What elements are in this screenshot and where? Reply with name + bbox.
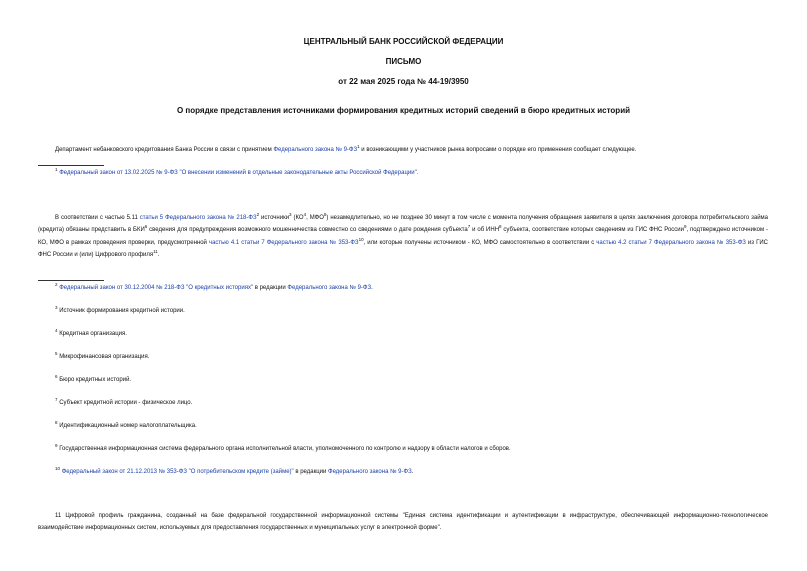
- footnote-7: $^7$ Субъект кредитной истории - физическое лицо.: [55, 397, 193, 406]
- footnote-6: $^6$ Бюро кредитных историй.: [55, 374, 132, 383]
- footnote-separator: [38, 165, 104, 166]
- document-type: ПИСЬМО: [385, 57, 422, 66]
- footnote-separator-2: [38, 280, 104, 281]
- intro-paragraph: Департамент небанковского кредитования Банка России в связи с принятием Федерального закона № $9-ФЗ^1$ и возникающими у участников рынка вопросами о порядке его применения сообщает следующее.: [55, 144, 637, 153]
- footnote-5: $^5$ Микрофинансовая организация.: [55, 351, 150, 360]
- footnote-1: $^1$ Федеральный закон от 13.02.2025 № 9-ФЗ "О внесении изменений в отдельные законодательные акты Российской Федерации".: [55, 167, 419, 176]
- footnote-10-link2[interactable]: Федерального закона № 9-ФЗ: [328, 469, 412, 475]
- document-date-number: от 22 мая 2025 года № 44-19/3950: [338, 77, 469, 86]
- footnote-4: $^4$ Кредитная организация.: [55, 328, 127, 337]
- footnote-2-link2[interactable]: Федерального закона № 9-ФЗ: [287, 285, 372, 291]
- footnote-11: 11 Цифровой профиль гражданина, созданный на базе федеральной государственной информационной системы "Единая система идентификации и аутентификации в инфраструктуре, обеспечивающей информационно-технологическое взаимодействие информационных систем, используемых для предоставления государственных и муниципальных услуг в электронной форме".: [38, 513, 768, 531]
- part42-353fz-link[interactable]: частью 4.2 статьи 7 Федерального закона № 353-ФЗ: [596, 239, 746, 246]
- footnote-3: $^3$ Источник формирования кредитной истории.: [55, 305, 185, 314]
- issuer-title: ЦЕНТРАЛЬНЫЙ БАНК РОССИЙСКОЙ ФЕДЕРАЦИИ: [303, 37, 504, 46]
- footnote-10: $^{10}$ Федеральный закон от 21.12.2013 № 353-ФЗ "О потребительском кредите (займе)" в редакции Федерального закона № 9-ФЗ.: [55, 466, 414, 475]
- main-paragraph: В соответствии с частью 5.11 статьи 5 Федерального закона № $218-ФЗ^2$ источники$^3$ ($КО^4$, МФО$^5$) незамедлительно, но не позднее 30 минут в том числе с момента получения обращения заявителя в целях заключения договора потребительского займа (кредита) обязаны представить в БКИ$^6$ сведения для предупреждения возможного мошенничества совместно со сведениями о дате рождения субъекта$^7$ и об ИНН$^8$ субъекта, соответствие которых сведениям из ГИС ФНС России$^9$, подтверждено источником - КО, МФО в рамках проведения проверки, предусмотренной частью 4.1 статьи 7 Федерального закона № 353-ФЗ$^{10}$, или которые получены источником - КО, МФО самостоятельно в соответствии с частью 4.2 статьи 7 Федерального закона № 353-ФЗ из ГИС ФНС России и (или) Цифрового профиля$^{11}$.: [38, 212, 769, 259]
- article5-218fz-link[interactable]: статьи 5 Федерального закона № 218-ФЗ: [139, 215, 257, 221]
- footnote-9: $^9$ Государственная информационная система федерального органа исполнительной власти, уполномоченного по контролю и надзору в области налогов и сборов.: [55, 443, 511, 452]
- footnote-8: $^8$ Идентификационный номер налогоплательщика.: [55, 420, 197, 429]
- footnote-10-link[interactable]: Федеральный закон от 21.12.2013 № 353-ФЗ "О потребительском кредите (займе)": [61, 469, 294, 475]
- law-9fz-link[interactable]: Федерального закона № 9-ФЗ: [273, 147, 358, 153]
- footnote-2-link[interactable]: Федеральный закон от 30.12.2004 № 218-ФЗ "О кредитных историях": [59, 285, 254, 291]
- document-subject: О порядке представления источниками формирования кредитных историй сведений в бюро кредитных историй: [176, 106, 631, 115]
- footnote-1-link[interactable]: Федеральный закон от 13.02.2025 № 9-ФЗ "О внесении изменений в отдельные законодательные акты Российской Федерации".: [59, 170, 419, 176]
- part41-353fz-link[interactable]: частью 4.1 статьи 7 Федерального закона № 353-ФЗ: [208, 239, 359, 246]
- footnote-2: $^2$ Федеральный закон от 30.12.2004 № 218-ФЗ "О кредитных историях" в редакции Федерального закона № 9-ФЗ.: [55, 282, 373, 291]
